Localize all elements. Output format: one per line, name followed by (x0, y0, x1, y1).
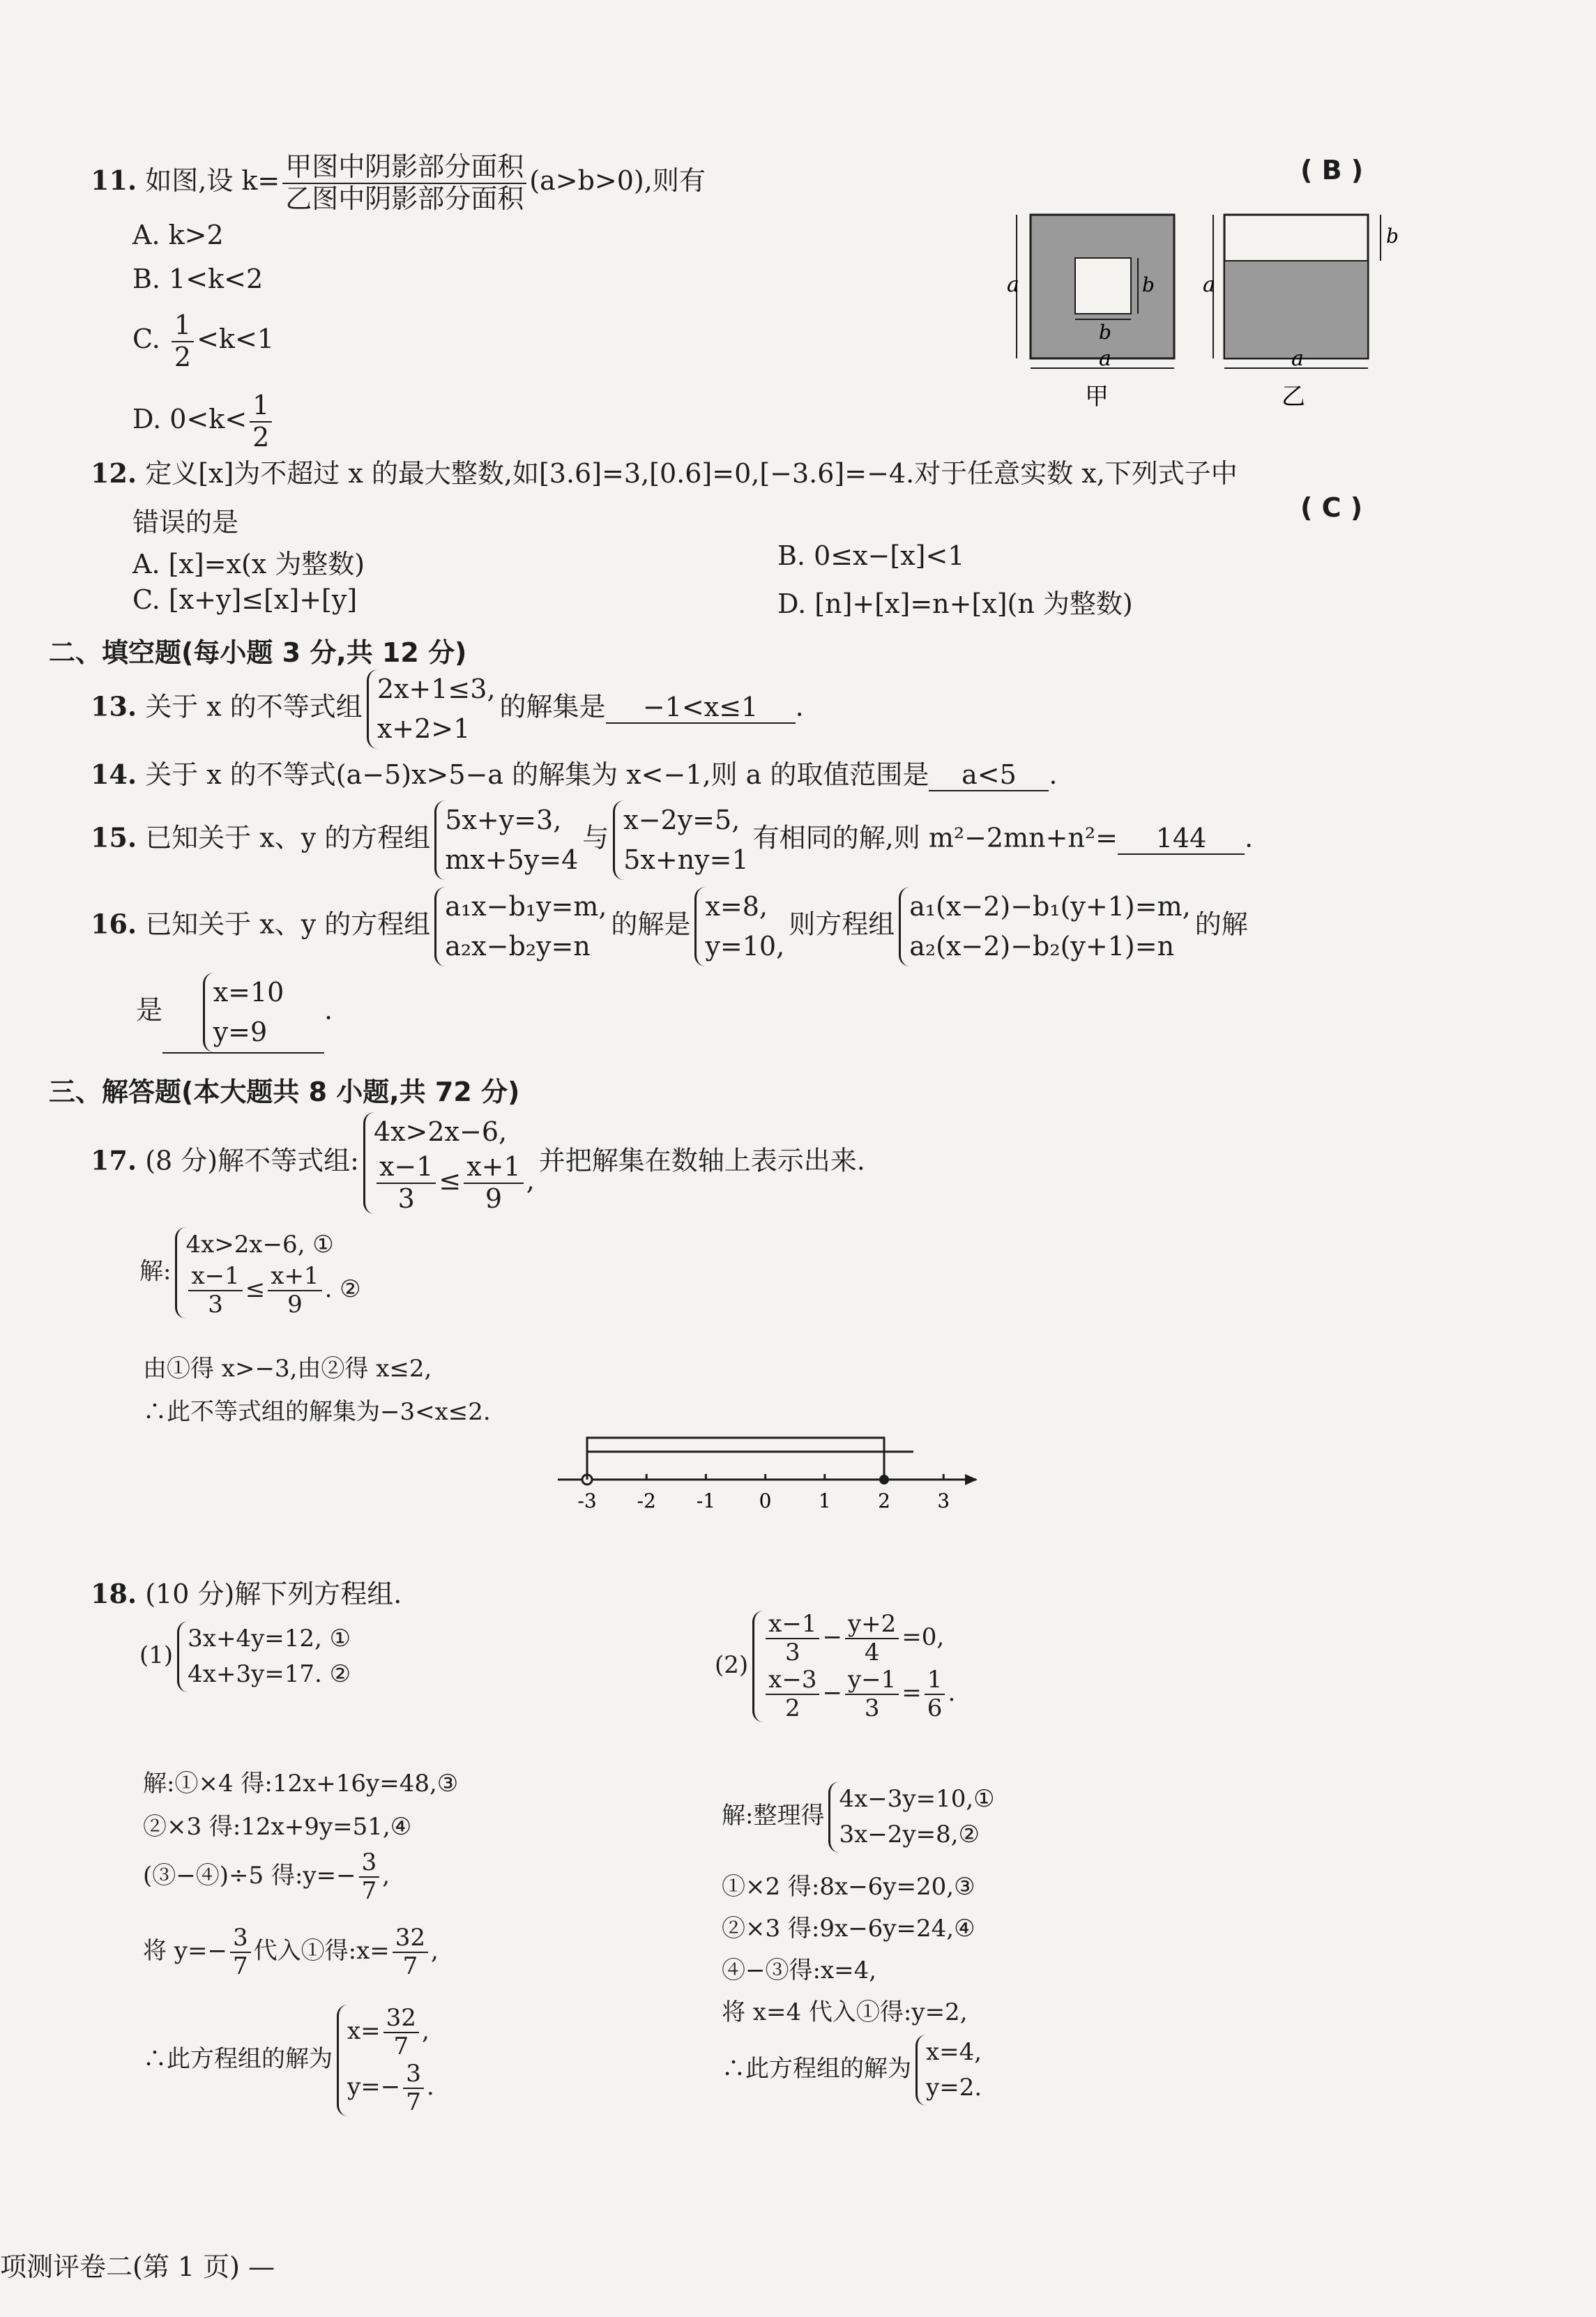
number-line-tick-label: -2 (637, 1489, 656, 1512)
q11-pre: 如图,设 k= (145, 165, 280, 197)
q12-stem-2: 错误的是 (132, 507, 239, 538)
number-line-tick-label: -1 (696, 1489, 716, 1512)
q11-figures (1004, 202, 1436, 418)
q14-answer-blank: a<5 (929, 759, 1049, 791)
section-3-heading: 三、解答题(本大题共 8 小题,共 72 分) (49, 1077, 520, 1107)
figure-yi (1203, 215, 1399, 411)
q11-option-b: B. 1<k<2 (132, 264, 264, 294)
fig-yi-label: 乙 (1282, 383, 1305, 411)
figure-jia (1007, 215, 1174, 411)
svg-text:b: b (1099, 321, 1111, 344)
q18-part2: (2) $\frac{x-1}{3}$ − $\frac{y+2}{4}$ =0, $\frac{x-3}{2}$ − $\frac{y-1}{3}$ = $\frac{1}{6}$ . (715, 1610, 956, 1723)
q18-s1-line4: 将 y=− $\frac{3}{7}$ 代入①得:x= $\frac{32}{7}$ , (143, 1924, 439, 1981)
q17-solution-line1: 由①得 x>−3,由②得 x≤2, (143, 1355, 432, 1383)
q12-number: 12. (91, 457, 137, 489)
q11-fraction: $\frac{\text{甲图中阴影部分面积}}{\text{乙图中阴影部分面积}}$ (282, 152, 526, 214)
q12-option-a: A. [x]=x(x 为整数) (132, 549, 365, 579)
number-line-tick-label: 0 (759, 1489, 772, 1512)
q16: 16. 已知关于 x、y 的方程组 a₁x−b₁y=m, a₂x−b₂y=n 的解是 x=8, y=10, 则方程组 a₁(x−2)−b₁(y+1)=m, a₂(x−2)−b₂(y+1)=n 的解 (91, 887, 1248, 966)
q18-stem: 18. (10 分)解下列方程组. (91, 1578, 402, 1609)
q16-answer-blank: x=10 y=9 (162, 973, 324, 1054)
svg-text:b: b (1386, 225, 1399, 248)
q18-s2-line3: ②×3 得:9x−6y=24,④ (722, 1915, 975, 1943)
number-line-arrow-icon (965, 1474, 978, 1485)
q18-s2-line2: ①×2 得:8x−6y=20,③ (722, 1873, 975, 1901)
number-line-tick-label: 3 (937, 1489, 950, 1512)
svg-text:a: a (1099, 347, 1111, 371)
q13: 13. 关于 x 的不等式组 2x+1≤3, x+2>1 的解集是 −1<x≤1 . (91, 669, 804, 749)
svg-text:b: b (1142, 273, 1155, 296)
q18-s2-line4: ④−③得:x=4, (722, 1957, 877, 1984)
q11-option-a: A. k>2 (132, 220, 224, 250)
q17-number-line (544, 1422, 990, 1527)
q11-answer: ( B ) (1300, 155, 1364, 185)
q11-number: 11. (91, 165, 137, 197)
number-line-tick-label: -3 (577, 1489, 597, 1512)
q11-option-d: D. 0<k< $\frac{1}{2}$ (132, 390, 275, 453)
q16-answer: 是 x=10 y=9 . (136, 973, 333, 1054)
q17-stem: 17. (8 分)解不等式组: 4x>2x−6, $\frac{x-1}{3}$ ≤ $\frac{x+1}{9}$ , 并把解集在数轴上表示出来. (91, 1112, 865, 1214)
q11-post: (a>b>0),则有 (529, 165, 706, 197)
fig-jia-label: 甲 (1085, 383, 1109, 411)
q17-solution-system: 解: 4x>2x−6, ① $\frac{x-1}{3}$ ≤ $\frac{x+1}{9}$ . ② (139, 1227, 365, 1319)
q14: 14. 关于 x 的不等式(a−5)x>5−a 的解集为 x<−1,则 a 的取值范围是 a<5 . (91, 759, 1058, 790)
q12-option-d: D. [n]+[x]=n+[x](n 为整数) (777, 588, 1133, 619)
q18-s2-line1: 解:整理得 4x−3y=10,① 3x−2y=8,② (722, 1782, 999, 1853)
q15-answer-blank: 144 (1118, 823, 1245, 855)
fig-jia-a-label: a (1007, 273, 1019, 297)
q18-s2-result: ∴此方程组的解为 x=4, y=2. (722, 2035, 986, 2106)
q18-s2-line5: 将 x=4 代入①得:y=2, (722, 1998, 968, 2026)
q17-solution-line2: ∴此不等式组的解集为−3<x≤2. (143, 1398, 491, 1426)
q18-part1: (1) 3x+4y=12, ① 4x+3y=17. ② (139, 1621, 355, 1692)
q12-stem: 12. 定义[x]为不超过 x 的最大整数,如[3.6]=3,[0.6]=0,[−3.6]=−4.对于任意实数 x,下列式子中 (91, 457, 1238, 489)
q18-s1-line1: 解:①×4 得:12x+16y=48,③ (143, 1770, 459, 1798)
number-line-tick-label: 1 (818, 1489, 831, 1512)
q12-option-b: B. 0≤x−[x]<1 (777, 540, 965, 571)
svg-text:a: a (1291, 347, 1304, 371)
q18-s1-line2: ②×3 得:12x+9y=51,④ (143, 1813, 412, 1841)
page-footer: 项测评卷二(第 1 页) — (0, 2251, 275, 2282)
q15: 15. 已知关于 x、y 的方程组 5x+y=3, mx+5y=4 与 x−2y=5, 5x+ny=1 有相同的解,则 m²−2mn+n²= 144 . (91, 800, 1253, 880)
q18-s1-line3: (③−④)÷5 得:y=− $\frac{3}{7}$ , (143, 1848, 390, 1906)
svg-text:a: a (1203, 273, 1215, 297)
q11-stem (91, 152, 706, 214)
q18-s1-result: ∴此方程组的解为 x= $\frac{32}{7}$ , y=− $\frac{3}{7}$ . (143, 2004, 434, 2117)
q11-option-c: C. $\frac{1}{2}$ <k<1 (132, 310, 274, 372)
q12-option-c: C. [x+y]≤[x]+[y] (132, 584, 358, 615)
number-line-tick-label: 2 (878, 1489, 890, 1512)
q12-answer: ( C ) (1300, 492, 1363, 523)
q13-answer-blank: −1<x≤1 (606, 692, 796, 724)
section-2-heading: 二、填空题(每小题 3 分,共 12 分) (49, 637, 467, 668)
